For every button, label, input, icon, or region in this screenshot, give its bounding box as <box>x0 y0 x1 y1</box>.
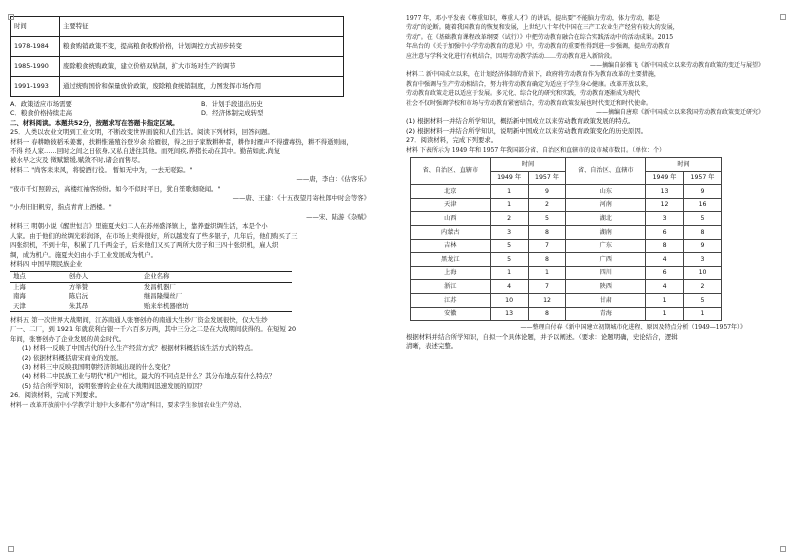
material-line: 应注意与学科文化进行有机结合，因用劳动教学活动……劳动教育进入新阶段。 <box>406 52 617 60</box>
table-row <box>10 292 292 301</box>
crop-mark <box>8 14 14 20</box>
table-header-cell: 时间 <box>11 17 60 37</box>
table-header-cell: 地点 <box>10 272 66 282</box>
question-item: (1) 材料一反映了中国古代的什么生产经营方式？根据材料概括该生活方式的特点。 <box>22 344 257 353</box>
table-cell: 6 <box>646 226 684 240</box>
table-cell: 7 <box>528 280 566 294</box>
table-cell: 1978-1984 <box>11 37 60 57</box>
citation: ——宋、陆游《杂赋》 <box>306 212 370 221</box>
table-row <box>411 253 722 267</box>
time-header: 时间 <box>646 158 722 172</box>
q25-line: 不得 经人家……回时之间之日依身,又私自进往其他。而死间疾,养猪长动在其中。勤苗如此,尚复 <box>10 147 281 156</box>
table-cell: 朱其昂 <box>66 302 141 312</box>
poem-line: "小舟旧旧帆穷，指点青青上酒楼。" <box>10 203 112 212</box>
table-cell: 5 <box>490 239 528 253</box>
table-cell: 粮食购销政策不变，提高粮食收购价格，计划调控方式初步转变 <box>60 37 344 57</box>
table-cell: 1 <box>528 266 566 280</box>
crop-mark <box>780 14 786 20</box>
crop-mark <box>8 546 14 552</box>
table-cell: 上海 <box>411 266 491 280</box>
table-cell: 天津 <box>10 302 66 312</box>
table-cell: 3 <box>646 212 684 226</box>
table-cell: 四川 <box>566 266 646 280</box>
table-cell: 江苏 <box>411 294 491 308</box>
table-cell: 16 <box>684 198 722 212</box>
table-row <box>411 266 722 280</box>
table-cell: 8 <box>528 226 566 240</box>
table-cell: 10 <box>490 294 528 308</box>
table-row <box>411 280 722 294</box>
table-cell: 上海 <box>13 282 26 291</box>
corner-header: 省、自治区、直辖市 <box>411 158 491 185</box>
table-row <box>11 57 344 77</box>
table-header-cell: 创办人 <box>66 272 141 282</box>
table-header-row <box>10 272 292 282</box>
table-cell: 黑龙江 <box>411 253 491 267</box>
right-column <box>406 14 786 351</box>
grain-policy-table <box>10 16 344 97</box>
table-cell: 2 <box>528 198 566 212</box>
material3-line: 人家。由于他们的丝绸光彩润泽，在市场上卖得很好，所以越发有了些多银子，几年后，他们购买了三 <box>10 231 298 240</box>
citation: ——整理自付春《新中国建立初期城市化进程、原因及特点分析（1949—1957年）》 <box>520 324 746 332</box>
table-cell: 6 <box>646 266 684 280</box>
table-cell: 7 <box>528 239 566 253</box>
table-row <box>411 307 722 321</box>
material5-line: 年间，张謇创办了企业发展的黄金时代。 <box>10 334 126 343</box>
table-row <box>411 185 722 199</box>
table-cell: 河南 <box>566 198 646 212</box>
q25-line: 25．人类以农业文明到工业文明，不断改变世界面貌和人们生活。阅读下列材料，回答问题。 <box>10 128 274 137</box>
citation: ——摘编自彭雅飞《新中国成立以来劳动教育政策的变迁与展望》 <box>589 62 764 70</box>
material2-line: 劳动教育政策走进以适应于发展。多元化、综合化的研究和实践，劳动教育逐渐成为现代 <box>406 90 641 98</box>
table-cell: 1 <box>646 307 684 321</box>
table-cell: 8 <box>684 226 722 240</box>
table-cell: 12 <box>646 198 684 212</box>
table-cell: 陕西 <box>566 280 646 294</box>
corner-header: 省、自治区、直辖市 <box>566 158 646 185</box>
table-row <box>11 77 344 97</box>
year-header: 1957 年 <box>528 171 566 185</box>
table-cell: 8 <box>528 307 566 321</box>
table-cell: 内蒙古 <box>411 226 491 240</box>
table-cell: 陈启沅 <box>68 292 89 301</box>
material5-line: 厂一、二厂，到 1921 年就获利白银一千六百多万两，其中三分之二是在大战期间获得的。在短短 20 <box>10 325 297 334</box>
material5-line: 材料五 第一次世界大战期间，江苏南通人张謇创办的南通大生纱厂资金发展很快，仅大生纱 <box>10 315 268 324</box>
material3-line: 材料三 明朝小说《醒世恒言》里施夏夫妇二人在苏州盛泽镇上，靠养蚕织绸生活，本是个小 <box>10 222 268 231</box>
q25-line: 材料二 "尚客耒耒风，将貌酒行役。 暂如无中为，一去无嗟踪。" <box>10 165 193 174</box>
table-cell: 青海 <box>566 307 646 321</box>
table-cell: 湖北 <box>566 212 646 226</box>
question-item: (2) 根据材料一并结合所学知识，说明新中国成立以来劳动教育政策变化的历史原因。 <box>406 126 648 135</box>
material-line: 劳动"的论断。随着我国教育的恢复和发展，上世纪八十年代中国在三产工农业生产经营有较大的发展， <box>406 24 679 32</box>
material3-line: 绸，成为机户。施夏夫妇由小手工业发展成为机户。 <box>10 250 157 259</box>
table-cell: 9 <box>684 185 722 199</box>
question-item: (4) 材料二中民族工业与明代"机户"相比，最大的不同点是什么？其分布地点有什么特点？ <box>22 372 276 381</box>
table-row <box>411 198 722 212</box>
question-item: (5) 结合所学知识，说明张謇的企业在大战期间迅速发展的原因？ <box>22 381 206 390</box>
q25-line: 材料一 春耕瞻彼稻禾姜薯，扶耕惟谨殖谷登岁余 给雁很，得之田子家数耕种者，耕作时雁声不得遭毒热，耕不得逝则雨， <box>10 137 353 146</box>
q25-line: 被水早之灾及 徵赋繁缓,赋敛不时,诸会而售尽。 <box>10 156 144 165</box>
table-cell: 4 <box>646 253 684 267</box>
citation: ——唐，李白：《估客乐》 <box>296 175 370 184</box>
table-header-cell: 主要特征 <box>60 17 344 37</box>
material3-line: 四张织机，不到十年，积累了几千两金子，后来他们又买了两所大房子和三四十张织机，雇人织 <box>10 241 279 250</box>
option-a: A．政策适应市场需要 <box>10 100 72 108</box>
table-cell: 4 <box>646 280 684 294</box>
material2-line: 材料二 新中国成立以来，在计划经济体制的背景下，政府将劳动教育作为教育改革的主要措施， <box>406 71 660 79</box>
table-cell: 1 <box>490 185 528 199</box>
q27-material: 材料 下表所示为 1949 年和 1957 年我国部分省、自治区和直辖市的设市城市数目。（单位：个） <box>406 146 666 154</box>
citation: ——摘编自唐琼《新中国成立以来我国劳动教育政策变迁研究》 <box>595 109 764 117</box>
table-cell: 9 <box>528 185 566 199</box>
section-heading: 二、材料阅读。本题共52分，按题求写在答题卡指定区域。 <box>10 118 179 127</box>
table-header-cell: 企业名称 <box>141 272 292 282</box>
year-header: 1949 年 <box>646 171 684 185</box>
table-cell: 湖南 <box>566 226 646 240</box>
table-row <box>411 212 722 226</box>
question-item: (3) 材料三中反映我国明朝经济领域出现的什么变化？ <box>22 362 174 371</box>
table-cell: 贻来牟机器磨坊 <box>141 302 292 312</box>
table-cell: 2 <box>490 212 528 226</box>
table-cell: 广东 <box>566 239 646 253</box>
table-cell: 安徽 <box>411 307 491 321</box>
time-header: 时间 <box>490 158 566 172</box>
material-line: 年出台的《关于加强中小学劳动教育的意见》中，劳动教育的重要性得到进一步强调，提出劳动教育 <box>406 43 671 51</box>
table-cell: 3 <box>490 226 528 240</box>
table-cell: 13 <box>646 185 684 199</box>
table-cell: 山西 <box>411 212 491 226</box>
table-cell: 南海 <box>13 292 26 301</box>
table-cell: 通过统购国价和保量放价政策，废除粮食统销制度，力图发挥市场作用 <box>60 77 344 97</box>
q24-options-row2 <box>10 109 392 118</box>
question-item: (1) 根据材料一并结合所学知识，概括新中国成立以来劳动教育政策发展的特点。 <box>406 117 635 126</box>
table-cell: 吉林 <box>411 239 491 253</box>
table-cell: 1 <box>646 294 684 308</box>
table-cell: 12 <box>528 294 566 308</box>
material2-line: 教育中强调与生产劳动相结合，努力将劳动教育确定为适应于学生身心健康。改革开放以来， <box>406 80 653 88</box>
table-cell: 广西 <box>566 253 646 267</box>
table-row <box>411 294 722 308</box>
material2-line: 社会不仅时强调学校和市场与劳动教育紧密结合，劳动教育政策发展也时代变迁和时代使命。 <box>406 99 653 107</box>
table-row <box>411 226 722 240</box>
enterprise-table <box>10 271 292 312</box>
q26-material1: 材料一 改革开放前中小学教学计划中大多都有"劳动"科目，要求学生参加农业生产劳动、 <box>10 401 246 409</box>
poem-line: "夜市千灯照碧云，高楼红袖客纷纷。如今不似时平日，犹自笙歌彻晓闻。" <box>10 184 221 193</box>
table-cell: 发昌机器厂 <box>143 282 176 291</box>
table-cell: 2 <box>684 280 722 294</box>
table-cell: 10 <box>684 266 722 280</box>
table-cell: 1 <box>684 307 722 321</box>
table-cell: 天津 <box>411 198 491 212</box>
table-cell: 9 <box>684 239 722 253</box>
table-cell: 5 <box>684 212 722 226</box>
table-row <box>11 37 344 57</box>
table-cell: 甘肃 <box>566 294 646 308</box>
table-cell: 5 <box>490 253 528 267</box>
citation: ——唐、王建：《十五夜望月寄杜郎中时会等客》 <box>232 194 370 203</box>
table-header-row <box>11 17 344 37</box>
table-cell: 13 <box>490 307 528 321</box>
q27-title: 27．阅读材料，完成下列要求。 <box>406 136 498 145</box>
table-cell: 浙江 <box>411 280 491 294</box>
table-cell: 继昌隆缫丝厂 <box>143 292 183 301</box>
year-header: 1949 年 <box>490 171 528 185</box>
table-cell: 山东 <box>566 185 646 199</box>
option-b: B．计划手段退出历史 <box>201 100 263 108</box>
table-row <box>10 302 292 312</box>
material-line: 1977 年，邓小平发表《尊重知识，尊重人才》的讲话，提出要"不能脑力劳动，体力劳动，都是 <box>406 15 660 22</box>
table-cell: 北京 <box>411 185 491 199</box>
final-question-line: 根据材料并结合所学知识，自拟一个具体论题，并予以阐述。（要求：论题明确，史论结合，逻辑 <box>406 332 678 341</box>
table-cell: 1 <box>490 266 528 280</box>
city-count-table <box>410 157 722 321</box>
table-cell: 8 <box>528 253 566 267</box>
table-header-row <box>411 158 722 172</box>
table-cell: 3 <box>684 253 722 267</box>
table-cell: 废除粮食统购政策，建立价格双轨制，扩大市场对生产的调节 <box>60 57 344 77</box>
table-cell: 1991-1993 <box>11 77 60 97</box>
material4-title: 材料四 中国早期民族企业 <box>10 259 83 268</box>
option-d: D．经济体制完成转型 <box>201 109 264 118</box>
q24-options-row1 <box>10 100 392 109</box>
table-cell: 1 <box>490 198 528 212</box>
table-row <box>10 282 292 292</box>
table-cell: 5 <box>528 212 566 226</box>
table-cell: 1985-1990 <box>11 57 60 77</box>
table-cell: 方举赞 <box>68 282 89 291</box>
material-line: 劳动"。在《基础教育课程改革纲要（试行）》中把劳动教育融合在综合实践活动中的活动成果。2015 <box>406 33 674 41</box>
crop-mark <box>780 546 786 552</box>
year-header: 1957 年 <box>684 171 722 185</box>
left-column <box>10 14 392 410</box>
option-c: C．粮食价格持续走高 <box>10 109 72 118</box>
table-cell: 5 <box>684 294 722 308</box>
table-cell: 8 <box>646 239 684 253</box>
question-item: (2) 依据材料概括唐宋商业的发展。 <box>22 353 123 362</box>
final-question-line: 清晰，表述完整。 <box>406 342 458 351</box>
table-cell: 4 <box>490 280 528 294</box>
table-row <box>411 239 722 253</box>
q26-title: 26．阅读材料，完成下列要求。 <box>10 391 102 400</box>
